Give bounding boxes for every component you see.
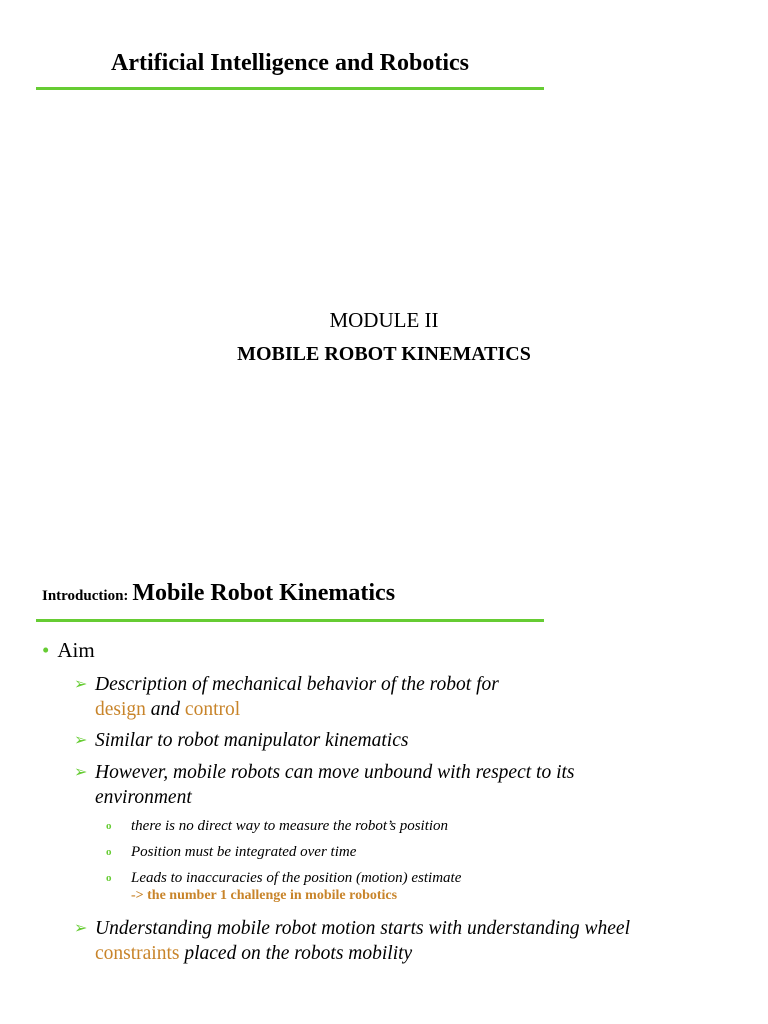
- highlight-design: design: [95, 699, 146, 720]
- item-text: Understanding mobile robot motion starts with understanding wheel: [95, 918, 630, 939]
- highlight-control: control: [184, 699, 241, 720]
- circle-bullet-icon: o: [106, 846, 112, 858]
- page-title: Artificial Intelligence and Robotics: [111, 50, 469, 76]
- arrow-bullet-icon: ➢: [74, 676, 88, 693]
- item-text: Description of mechanical behavior of the robot for: [95, 674, 499, 695]
- sub-item-text: Leads to inaccuracies of the position (motion) estimate: [131, 870, 462, 886]
- item-text: However, mobile robots can move unbound with respect to its environment: [95, 762, 575, 808]
- circle-bullet-icon: o: [106, 872, 112, 884]
- round-bullet-icon: •: [42, 638, 50, 662]
- list-item: [74, 916, 714, 966]
- section-divider: [36, 619, 544, 622]
- list-item: [74, 728, 714, 753]
- bullet-aim: [42, 638, 95, 663]
- section-heading: [42, 580, 395, 607]
- module-title: MOBILE ROBOT KINEMATICS: [237, 343, 531, 365]
- arrow-bullet-icon: ➢: [74, 764, 88, 781]
- item-text-and: and: [145, 699, 185, 720]
- section-title: Mobile Robot Kinematics: [132, 580, 396, 606]
- circle-bullet-icon: o: [106, 820, 112, 832]
- module-number: MODULE II: [329, 308, 439, 332]
- highlight-constraints: constraints: [95, 943, 180, 964]
- list-item: [74, 672, 714, 722]
- sub-item-text: Position must be integrated over time: [131, 844, 357, 860]
- section-label: Introduction:: [42, 588, 129, 604]
- item-text: Similar to robot manipulator kinematics: [95, 730, 409, 751]
- sub-item-note: -> the number 1 challenge in mobile robotics: [131, 888, 398, 903]
- title-divider: [36, 87, 544, 90]
- bullet-aim-text: Aim: [57, 638, 95, 662]
- list-item: [74, 760, 654, 810]
- sub-list-item: [106, 842, 726, 862]
- item-text-rest: placed on the robots mobility: [179, 943, 413, 964]
- arrow-bullet-icon: ➢: [74, 920, 88, 937]
- arrow-bullet-icon: ➢: [74, 732, 88, 749]
- sub-list-item: [106, 868, 726, 904]
- sub-item-text: there is no direct way to measure the robot’s position: [131, 818, 449, 834]
- sub-list-item: [106, 816, 726, 836]
